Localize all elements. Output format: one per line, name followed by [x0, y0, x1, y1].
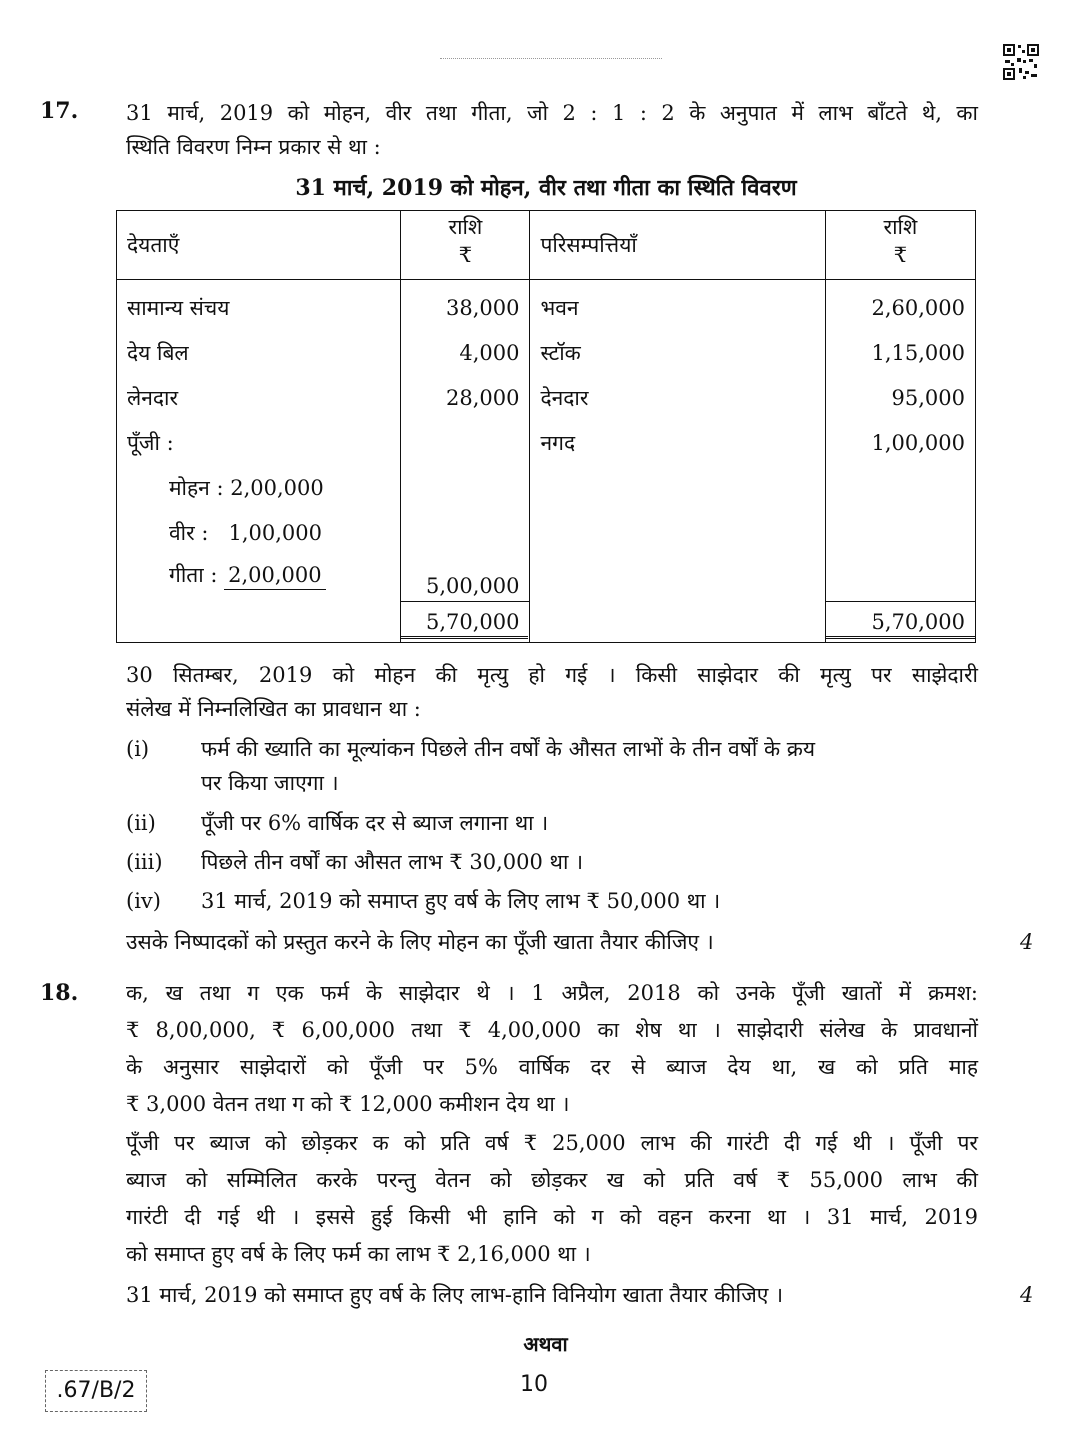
table-row	[117, 421, 976, 466]
provision-text: पिछले तीन वर्षों का औसत लाभ ₹ 30,000 था ।	[201, 850, 584, 874]
q18-marks: 4	[1020, 1283, 1034, 1307]
capital-row-veer	[117, 511, 976, 556]
q18-line-3: के अनुसार साझेदारों को पूँजी पर 5% वार्षिक दर से ब्याज देय था, ख को प्रति माह	[126, 1055, 978, 1079]
liability-name: सामान्य संचय	[117, 280, 401, 332]
header-dotted-line	[440, 58, 662, 61]
asset-name: स्टॉक	[530, 331, 825, 376]
header-assets: परिसम्पत्तियाँ	[530, 211, 825, 280]
paper-code-box: .67/B/2	[45, 1370, 147, 1412]
liability-name: लेनदार	[117, 376, 401, 421]
rupee-symbol: ₹	[893, 243, 908, 267]
separator: :	[203, 563, 225, 587]
q18-line-7: गारंटी दी गई थी । इससे हुई किसी भी हानि को ग को वहन करना था । 31 मार्च, 2019	[126, 1205, 978, 1229]
provision-4	[126, 884, 720, 918]
partner-name: मोहन	[169, 476, 210, 500]
q17-intro-line-1: 31 मार्च, 2019 को मोहन, वीर तथा गीता, जो 2 : 1 : 2 के अनुपात में लाभ बाँटते थे, का	[126, 101, 978, 125]
q18-line-8: को समाप्त हुए वर्ष के लिए फर्म का लाभ ₹ 2,16,000 था ।	[126, 1242, 591, 1266]
liability-amount: 4,000	[401, 331, 530, 376]
provision-3	[126, 845, 583, 879]
q18-line-2: ₹ 8,00,000, ₹ 6,00,000 तथा ₹ 4,00,000 का शेष था । साझेदारी संलेख के प्रावधानों	[126, 1018, 978, 1042]
question-number-18: 18.	[40, 980, 79, 1006]
separator: :	[194, 521, 229, 545]
asset-amount: 1,00,000	[825, 421, 975, 466]
capital-entry	[117, 466, 401, 511]
liability-amount: 38,000	[401, 280, 530, 332]
amount-label: राशि	[883, 215, 918, 239]
liability-name: देय बिल	[117, 331, 401, 376]
double-underline-assets	[825, 636, 975, 639]
header-amount-liabilities	[401, 211, 530, 280]
empty-cell	[401, 466, 530, 511]
or-label: अथवा	[523, 1332, 568, 1356]
empty-cell	[530, 602, 825, 643]
asset-amount: 95,000	[825, 376, 975, 421]
q17-marks: 4	[1020, 930, 1034, 954]
asset-amount: 2,60,000	[825, 280, 975, 332]
table-row	[117, 376, 976, 421]
provision-label: (ii)	[126, 811, 156, 835]
q18-line-5: पूँजी पर ब्याज को छोड़कर क को प्रति वर्ष ₹ 25,000 लाभ की गारंटी दी गई थी । पूँजी पर	[126, 1131, 978, 1155]
q17-para-line-1: 30 सितम्बर, 2019 को मोहन की मृत्यु हो गई । किसी साझेदार की मृत्यु पर साझेदारी	[126, 663, 978, 687]
amount-label: राशि	[448, 215, 483, 239]
liability-name: पूँजी :	[117, 421, 401, 466]
capital-entry	[117, 556, 401, 602]
provision-label: (iii)	[126, 850, 163, 874]
empty-cell	[825, 511, 975, 556]
asset-name: भवन	[530, 280, 825, 332]
capital-row-geeta	[117, 556, 976, 602]
partner-capital: 2,00,000	[230, 476, 324, 500]
asset-name: देनदार	[530, 376, 825, 421]
asset-amount: 1,15,000	[825, 331, 975, 376]
asset-name: नगद	[530, 421, 825, 466]
provision-1-continued: पर किया जाएगा ।	[201, 771, 339, 795]
header-liabilities: देयताएँ	[117, 211, 401, 280]
empty-cell	[530, 466, 825, 511]
double-underline-liabilities	[400, 636, 528, 639]
q17-intro-line-2: स्थिति विवरण निम्न प्रकार से था :	[126, 135, 381, 159]
q17-instruction: उसके निष्पादकों को प्रस्तुत करने के लिए मोहन का पूँजी खाता तैयार कीजिए ।	[126, 930, 714, 954]
header-amount-assets	[825, 211, 975, 280]
liability-amount: 28,000	[401, 376, 530, 421]
total-liabilities-value: 5,70,000	[425, 610, 520, 634]
partner-name: गीता	[169, 563, 204, 587]
partner-capital: 2,00,000	[224, 563, 326, 590]
provision-text: पूँजी पर 6% वार्षिक दर से ब्याज लगाना था ।	[201, 811, 549, 835]
capital-row-mohan	[117, 466, 976, 511]
empty-cell	[401, 511, 530, 556]
partner-capital: 1,00,000	[228, 521, 323, 545]
capital-entry	[117, 511, 401, 556]
partner-name: वीर	[169, 521, 195, 545]
empty-cell	[117, 602, 401, 643]
question-number-17: 17.	[40, 98, 79, 124]
separator: :	[209, 476, 231, 500]
balance-sheet-title: 31 मार्च, 2019 को मोहन, वीर तथा गीता का स्थिति विवरण	[295, 175, 797, 201]
q17-para-line-2: संलेख में निम्नलिखित का प्रावधान था :	[126, 697, 421, 721]
provision-text: फर्म की ख्याति का मूल्यांकन पिछले तीन वर्षों के औसत लाभों के तीन वर्षों के क्रय	[201, 737, 816, 761]
qr-code-icon	[1003, 44, 1039, 80]
q18-line-6: ब्याज को सम्मिलित करके परन्तु वेतन को छोड़कर ख को प्रति वर्ष ₹ 55,000 लाभ की	[126, 1168, 978, 1192]
page-number: 10	[520, 1372, 548, 1397]
provision-text: 31 मार्च, 2019 को समाप्त हुए वर्ष के लिए लाभ ₹ 50,000 था ।	[201, 889, 721, 913]
provision-label: (iv)	[126, 889, 161, 913]
q18-instruction: 31 मार्च, 2019 को समाप्त हुए वर्ष के लिए लाभ-हानि विनियोग खाता तैयार कीजिए ।	[126, 1283, 784, 1307]
empty-cell	[825, 466, 975, 511]
empty-cell	[825, 556, 975, 602]
provision-2	[126, 806, 548, 840]
capital-total: 5,00,000	[401, 556, 530, 602]
provision-label: (i)	[126, 737, 150, 761]
q18-line-1: क, ख तथा ग एक फर्म के साझेदार थे । 1 अप्रैल, 2018 को उनके पूँजी खातों में क्रमश:	[126, 981, 978, 1005]
table-row	[117, 280, 976, 332]
empty-cell	[530, 556, 825, 602]
liability-amount	[401, 421, 530, 466]
q18-line-4: ₹ 3,000 वेतन तथा ग को ₹ 12,000 कमीशन देय था ।	[126, 1092, 570, 1116]
empty-cell	[530, 511, 825, 556]
balance-sheet-table	[116, 210, 976, 643]
total-assets-value: 5,70,000	[871, 610, 965, 634]
provision-1	[126, 732, 815, 766]
rupee-symbol: ₹	[458, 243, 473, 267]
table-row	[117, 331, 976, 376]
table-header-row	[117, 211, 976, 280]
